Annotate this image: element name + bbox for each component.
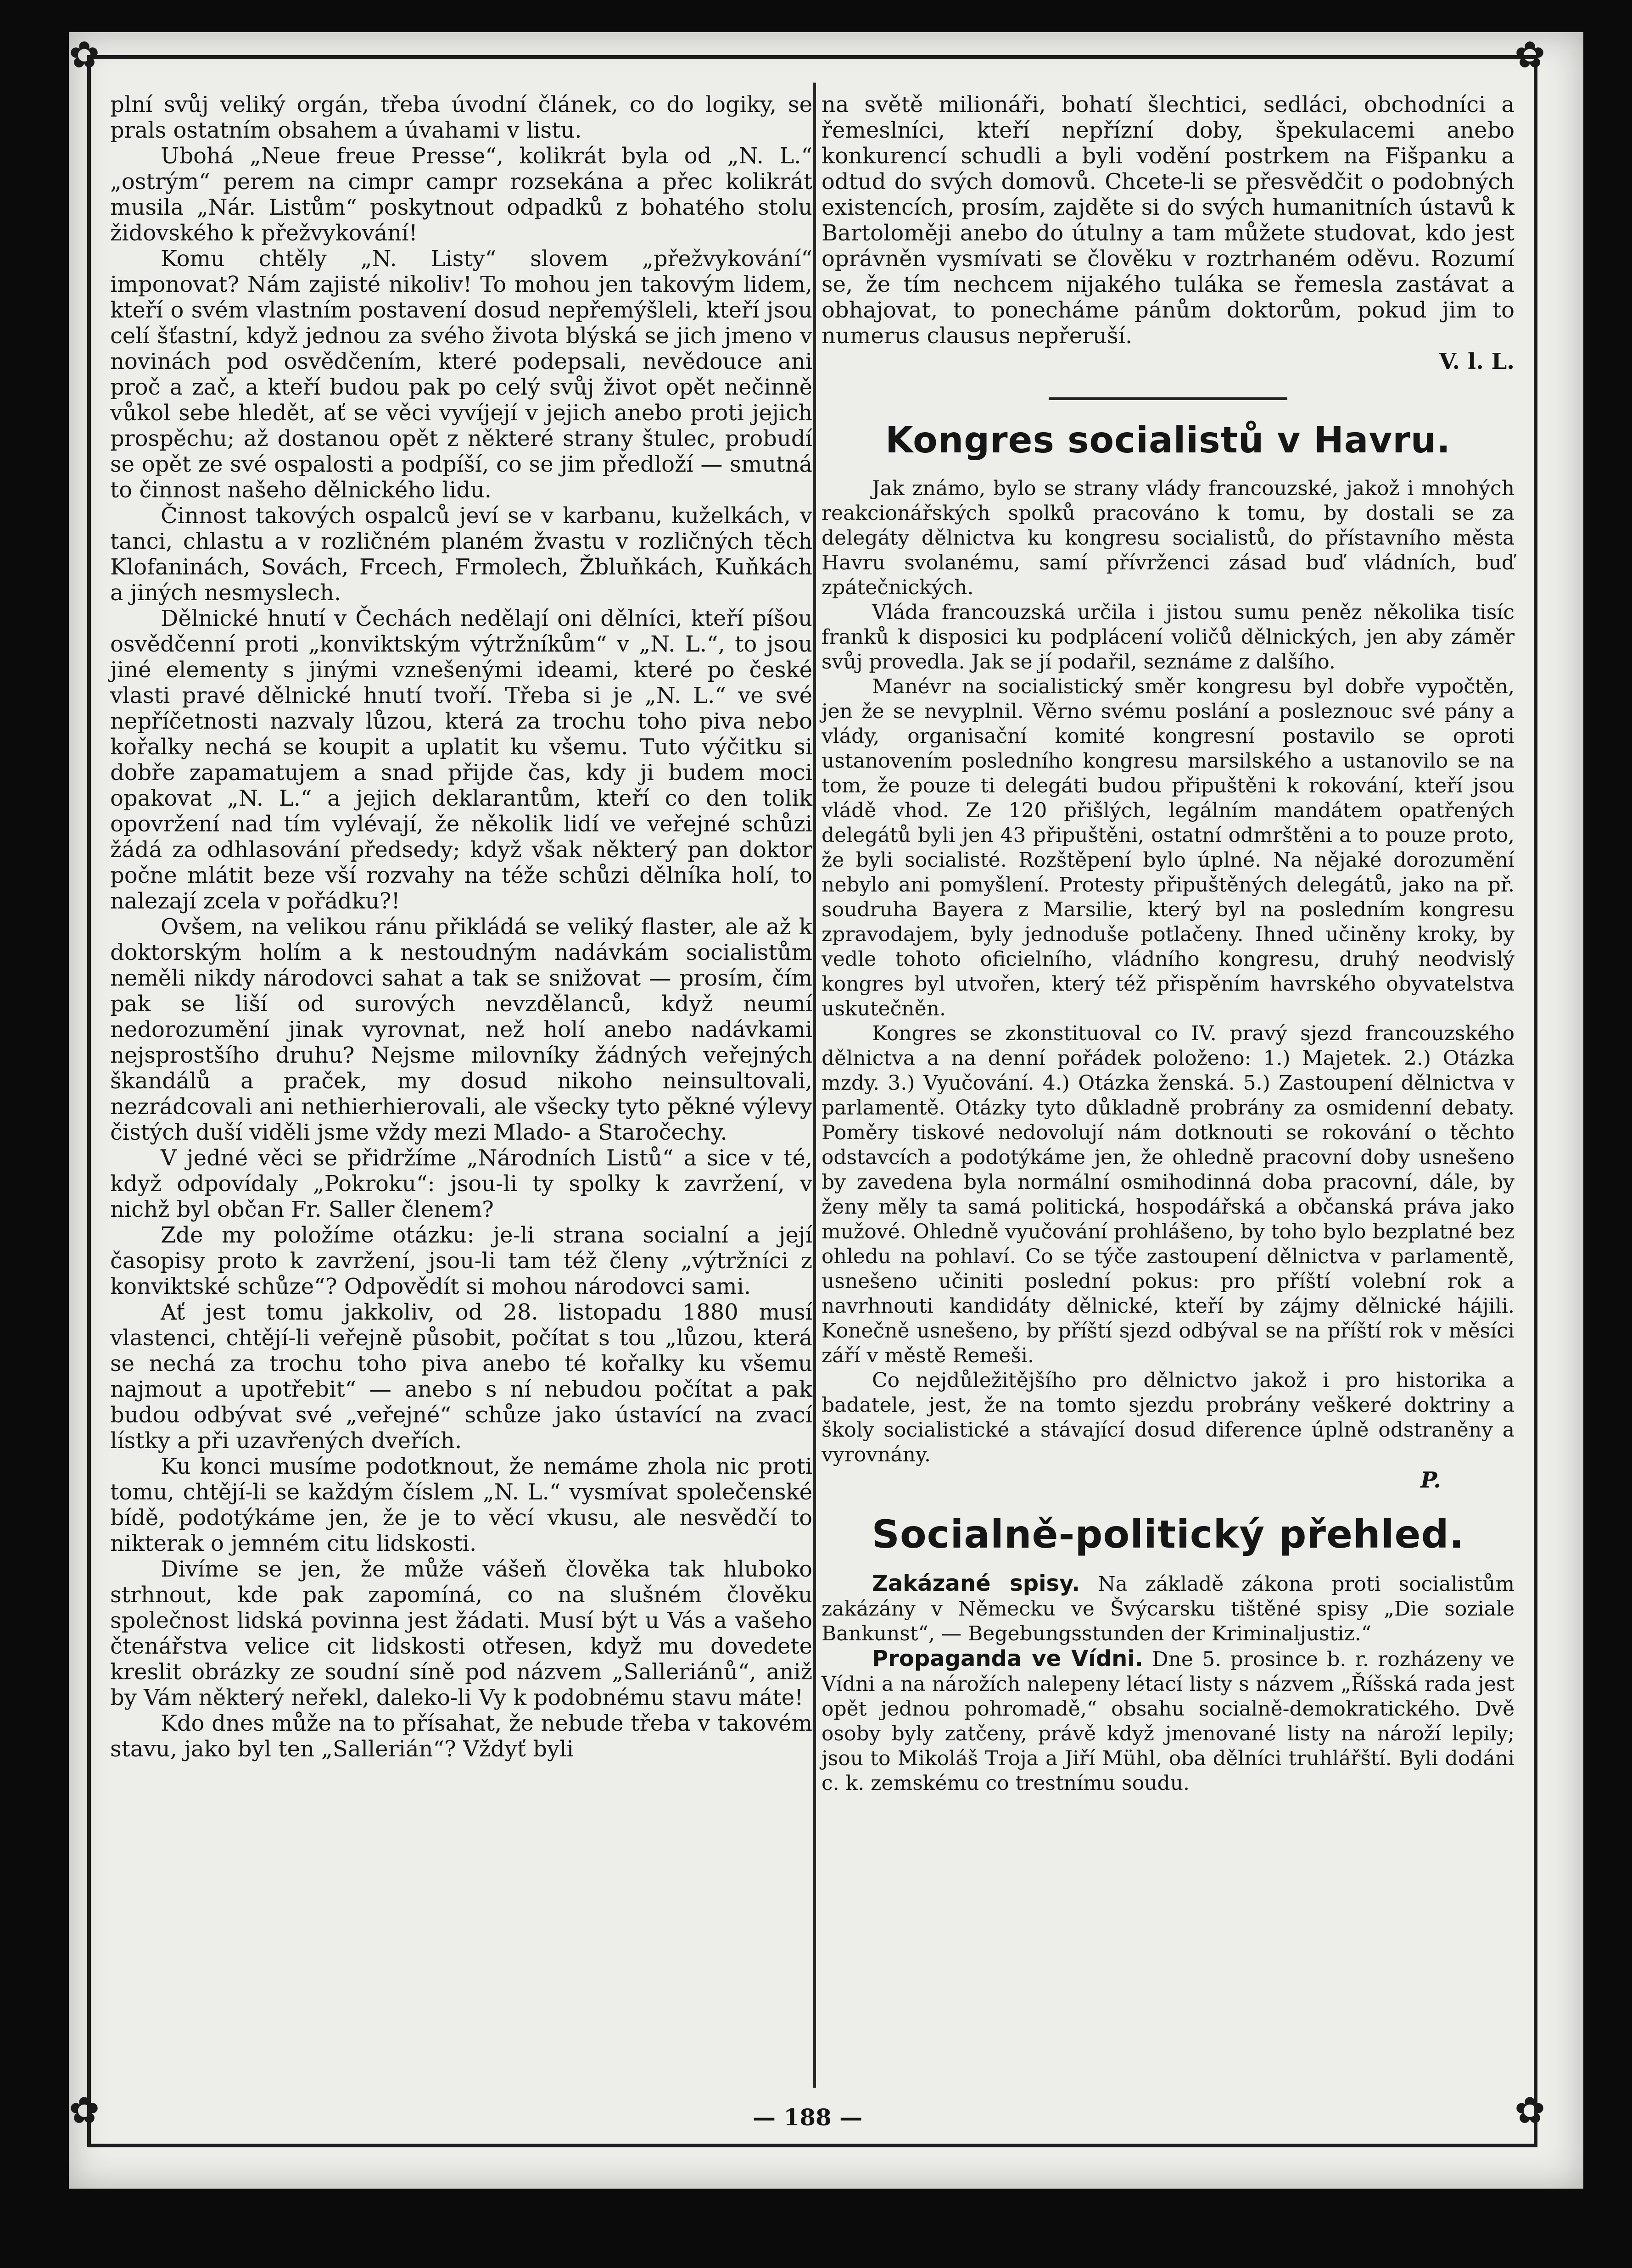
paragraph: Kongres se zkonstituoval co IV. pravý sjezd francouzského dělnictva a na denní pořádek položeno: 1.) Majetek. 2.) Otázka mzdy. 3.) Vyučování. 4.) Otázka ženská. 5.) Zastoupení dělnictva v parlamentě. Otázky tyto důkladně probrány za osmidenní debaty. Poměry tiskové nedovolují nám dotknouti se rokování o těchto odstavcích a podotýkáme jen, že ohledně pracovní doby usnešeno by zavedena byla normální osmihodinná doba pracovní, dále, by ženy měly ta samá politická, hospodářská a občanská práva jako mužové. Ohledně vyučování prohlášeno, by toho bylo bezplatné bez ohledu na pohlaví. Co se týče zastoupení dělnictva v parlamentě, usnešeno učiniti poslední pokus: pro příští volební rok a navrhnouti kandidáty dělnické, kteří by zájmy dělnické hájili. Konečně usnešeno, by příští sjezd odbýval se na příští rok v měsíci září v městě Remeši. — [822, 1022, 1515, 1367]
paragraph-continuation: na světě milionáři, bohatí šlechtici, sedláci, obchodníci a řemeslníci, kteří nepřízní doby, špekulacemi anebo konkurencí schudli a byli vodění postrkem na Fišpanku a odtud do svých domovů. Chcete-li se přesvědčit o podobných existencích, prosím, zajděte si do svých humanitních ústavů k Bartoloměji anebo do útulny a tam můžete studovat, kdo jest oprávněn vysmívati se člověku v roztrhaném oděvu. Rozumí se, že tím nechcem nijakého tuláka se řemesla zastávat a obhajovat, to ponecháme pánům doktorům, pokud jim to numerus clausus nepřeruší. — [822, 92, 1515, 349]
paragraph: Ubohá „Neue freue Presse“, kolikrát byla od „N. L.“ „ostrým“ perem na cimpr campr rozsekána a přec kolikrát musila „Nár. Listům“ poskytnout odpadků z bohatého stolu židovského k přežvykování! — [110, 143, 812, 246]
signature: V. l. L. — [1439, 349, 1515, 374]
paragraph: Jak známo, bylo se strany vlády francouzské, jakož i mnohých reakcionářských spolků pracováno k tomu, by dostali se za delegáty dělnictva ku kongresu socialistů, do přístavního města Havru svolanému, samí přívrženci zásad buď vládních, buď zpátečnických. — [822, 477, 1515, 599]
heading-prehled: Socialně-politický přehled. — [872, 1512, 1464, 1557]
corner-ornament-top-left: ✿ — [69, 33, 100, 76]
section-text: Dne 5. prosince b. r. rozházeny ve Vídni a na nárožích nalepeny létací listy s názvem „Říšská rada jest opět jednou pohromadě,“ obsahu socialně-demokratického. Dvě osoby byly zatčeny, právě když jmenované listy na nároží lepily; jsou to Mikoláš Troja a Jiří Mühl, oba dělníci truhlářští. Byli dodáni c. k. zemskému co trestnímu soudu. — [822, 1648, 1515, 1795]
paragraph: Kdo dnes může na to přísahat, že nebude třeba v takovém stavu, jako byl ten „Sallerián“? Vždyť byli — [110, 1711, 812, 1762]
paragraph: Co nejdůležitějšího pro dělnictvo jakož i pro historika a badatele, jest, že na tomto sjezdu probrány veškeré doktriny a školy socialistické a stávající dosud diference úplně odstraněny a vyrovnány. — [822, 1369, 1515, 1466]
paragraph: Ať jest tomu jakkoliv, od 28. listopadu 1880 musí vlastenci, chtějí-li veřejně působit, počítat s tou „lůzou, která se nechá za trochu toho piva anebo té kořalky ku všemu najmout a upotřebit“ — anebo s ní nebudou počítat a pak budou odbývat své „veřejné“ schůze jako ústavící na zvací lístky a při uzavřených dveřích. — [110, 1299, 812, 1454]
paragraph: Komu chtěly „N. Listy“ slovem „přežvykování“ imponovat? Nám zajisté nikoliv! To mohou jen takovým lidem, kteří o svém vlastním postavení dosud nepřemýšleli, kteří jsou celí šťastní, když jednou za svého života blýská se jich jmeno v novinách pod osvědčením, které podepsali, nevědouce ani proč a zač, a kteří budou pak po celý svůj život opět nečinně vůkol sebe hledět, ať se věci vyvíjejí v jejich anebo proti jejich prospěchu; až dostanou opět z některé strany štulec, probudí se opět ze své ospalosti a podpíší, co se jim předloží — smutná to činnost našeho dělnického lidu. — [110, 246, 812, 503]
paragraph: V jedné věci se přidržíme „Národních Listů“ a sice v té, když odpovídaly „Pokroku“: jsou-li ty spolky k zavržení, v nichž byl občan Fr. Saller členem? — [110, 1145, 812, 1222]
corner-ornament-bottom-left: ✿ — [69, 2089, 100, 2132]
paragraph: Dělnické hnutí v Čechách nedělají oni dělníci, kteří píšou osvědčenní proti „konviktským výtržníkům“ v „N. L.“, to jsou jiné elementy s jinými vznešenými ideami, které po české vlasti pravé dělnické hnutí tvoří. Třeba si je „N. L.“ ve své nepříčetnosti nazvaly lůzou, která za trochu toho piva nebo kořalky nechá se koupit a uplatit ku všemu. Tuto výčitku si dobře zapamatujem a snad přijde čas, kdy ji budem moci opakovat „N. L.“ a jejich deklarantům, kteří co den tolik opovržení nad tím vylévají, že několik lidí ve veřejné schůzi žádá za odhlasování předsedy; když však některý pan doktor počne mlátit beze vší rozvahy na téže schůzi dělníka holí, to nalezají zcela v pořádku?! — [110, 606, 812, 914]
paragraph: Ovšem, na velikou ránu přikládá se veliký flaster, ale až k doktorským holím a k nestoudným nadávkám socialistům neměli nikdy národovci sahat a tak se snižovat — prosím, čím pak se liší od surových nevzdělanců, když neumí nedorozumění jinak vyrovnat, než holí anebo nadávkami nejsprostšího druhu? Nejsme milovníky žádných veřejných škandálů a praček, my dosud nikoho neinsultovali, nezrádcovali ani nethierhierovali, ale všecky tyto pěkné výlevy čistých duší viděli jsme vždy mezi Mlado- a Staročechy. — [110, 914, 812, 1145]
signature: P. — [1420, 1467, 1441, 1493]
paragraph: Vláda francouzská určila i jistou sumu peněz několika tisíc franků k disposici ku podplácení voličů dělnických, jen aby záměr svůj provedla. Jak se jí podařil, seznáme z dalšího. — [822, 601, 1515, 674]
page-number: — 188 — — [753, 2104, 863, 2131]
left-column — [110, 92, 812, 1762]
paragraph: plní svůj veliký orgán, třeba úvodní článek, co do logiky, se prals ostatním obsahem a úvahami v listu. — [110, 92, 812, 143]
article-kongres — [822, 476, 1515, 1467]
column-divider — [813, 83, 816, 2088]
paragraph: Manévr na socialistický směr kongresu byl dobře vypočtěn, jen že se nevyplnil. Věrno svému poslání a posleznouc své pány a vlády, organisační komité kongresní postavilo se oproti ustanovením posledního kongresu marsilského a ustanovilo se na tom, že pouze ti delegáti budou připuštěni k rokování, kteří jsou vládě vhod. Ze 120 přišlých, legálním mandátem opatřených delegátů byli jen 43 připuštěni, ostatní odmrštěni a to pouze proto, že byli socialisté. Rozštěpení bylo úplné. Na nějaké dorozumění nebylo ani pomyšlení. Protesty připuštěných delegátů, jako na př. soudruha Bayera z Marsilie, který byl na posledním kongresu zpravodajem, byly jednoduše potlačeny. Ihned učiněny kroky, by vedle tohoto oficielního, vládního kongresu, druhý neodvislý kongres byl utvořen, který též přispěním havrského obyvatelstva uskutečněn. — [822, 675, 1515, 1020]
section-separator — [1049, 397, 1287, 400]
section-title: Zakázané spisy. — [872, 1571, 1080, 1596]
corner-ornament-top-right: ✿ — [1515, 33, 1546, 76]
paragraph: Zde my položíme otázku: je-li strana socialní a její časopisy proto k zavržení, jsou-li tam též členy „výtržníci z konviktské schůze“? Odpovědít si mohou národovci sami. — [110, 1222, 812, 1299]
section-text: Na základě zákona proti socialistům zakázány v Německu ve Švýcarsku tištěné spisy „Die soziale Bankunst“, — Begebungsstunden der Kriminaljustiz.“ — [822, 1572, 1515, 1645]
paragraph: Ku konci musíme podotknout, že nemáme zhola nic proti tomu, chtějí-li se každým číslem „N. L.“ vysmívat společenské bídě, podotýkáme jen, že je to věcí vkusu, ale nesvědčí to nikterak o jemném citu lidskosti. — [110, 1454, 812, 1556]
heading-kongres: Kongres socialistů v Havru. — [885, 420, 1451, 461]
corner-ornament-bottom-right: ✿ — [1515, 2089, 1546, 2132]
right-column — [822, 92, 1515, 1796]
paragraph: Divíme se jen, že může vášeň člověka tak hluboko strhnout, kde pak zapomíná, co na slušném člověku společnost lidská povinna jest žádati. Musí být u Vás a vašeho čtenářstva velice cit lidskosti otřesen, když mu dovedete kreslit obrázky ze soudní síně pod názvem „Salleriánů“, aniž by Vám některý neřekl, daleko-li Vy k podobnému stavu máte! — [110, 1556, 812, 1711]
section-zakazane-spisy — [822, 1571, 1515, 1646]
paragraph: Činnost takových ospalců jeví se v karbanu, kuželkách, v tanci, chlastu a v rozličném planém žvastu v rozličných těch Klofaninách, Sovách, Frcech, Frmolech, Žbluňkách, Kuňkách a jiných nesmyslech. — [110, 503, 812, 606]
section-propaganda — [822, 1646, 1515, 1796]
section-title: Propaganda ve Vídni. — [872, 1646, 1143, 1672]
